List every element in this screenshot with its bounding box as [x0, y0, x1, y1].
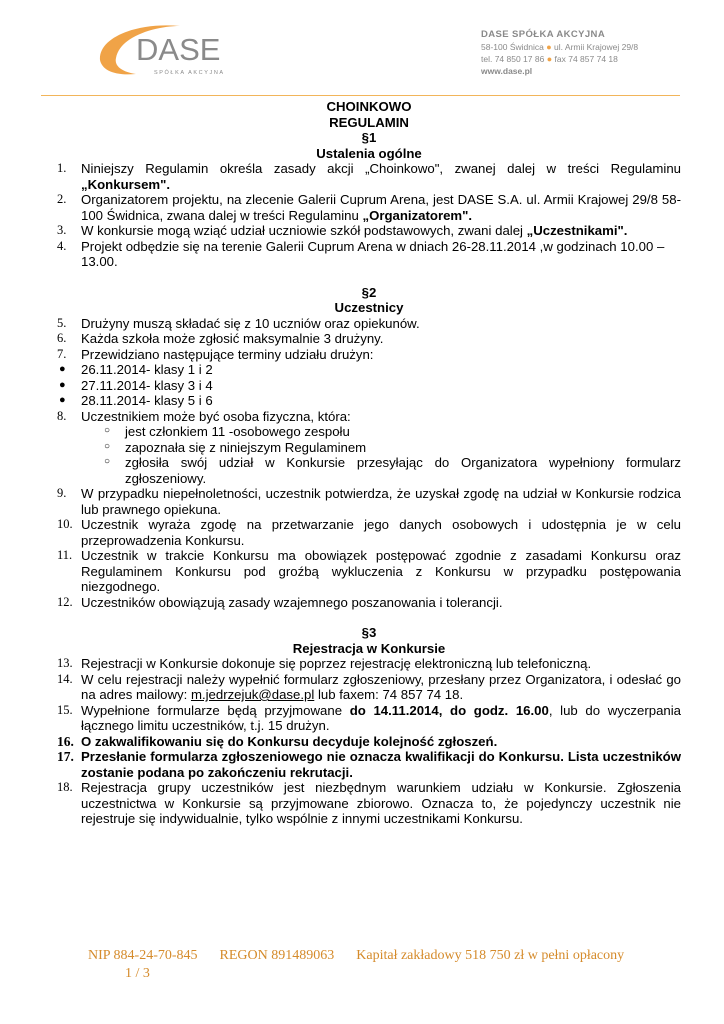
item-number: 2.: [57, 192, 67, 206]
item-number: 5.: [57, 315, 67, 330]
item-bold: Przesłanie formularza zgłoszeniowego nie oznacza kwalifikacji do Konkursu. Lista uczestników zostanie podana po zakończeniu rekrutacji.: [81, 749, 681, 780]
list-item: [57, 316, 681, 332]
circle-bullet-icon: ○: [104, 425, 111, 436]
section-1-number: §1: [361, 130, 377, 145]
company-address: [481, 41, 638, 53]
fax: fax 74 857 74 18: [554, 54, 618, 64]
section-1-heading: Ustalenia ogólne: [316, 145, 422, 161]
doc-title: CHOINKOWO: [326, 99, 412, 114]
doc-subtitle: REGULAMIN: [329, 114, 409, 130]
item-number: 4.: [57, 238, 67, 253]
item-text: Każda szkoła może zgłosić maksymalnie 3 drużyny.: [81, 331, 384, 346]
company-contact: [481, 53, 638, 65]
item-text: W celu rejestracji należy wypełnić formularz zgłoszeniowy, przesłany przez Organizatora, i odesłać go na adres mailowy:: [81, 671, 681, 702]
list-item: [57, 672, 681, 703]
list-item: [57, 703, 681, 734]
list-item: [57, 734, 681, 750]
item-text: Przewidziano następujące terminy udziału drużyn:: [81, 346, 374, 362]
address-street: ul. Armii Krajowej 29/8: [554, 42, 639, 52]
page-number: 1 / 3: [125, 966, 150, 981]
item-number: 7.: [57, 346, 67, 361]
item-number: 8.: [57, 408, 67, 423]
sub-item-text: zapoznała się z niniejszym Regulaminem: [125, 439, 367, 455]
item-number: 10.: [57, 517, 73, 531]
page-footer: [88, 947, 624, 983]
item-number: 6.: [57, 331, 67, 345]
list-item: [57, 486, 681, 517]
footer-regon: REGON 891489063: [219, 948, 335, 963]
address-city: 58-100 Świdnica: [481, 42, 544, 52]
footer-nip: NIP 884-24-70-845: [88, 948, 198, 963]
item-text: lub faxem: 74 857 74 18.: [314, 687, 464, 702]
item-number: 17.: [57, 749, 74, 764]
section-3-number: §3: [361, 625, 377, 640]
bullet-icon: ●: [59, 378, 66, 391]
item-text: Drużyny muszą składać się z 10 uczniów oraz opiekunów.: [81, 315, 420, 331]
item-number: 11.: [57, 548, 73, 562]
bullet-icon: ●: [59, 363, 66, 375]
email-link[interactable]: m.jedrzejuk@dase.pl: [190, 687, 315, 702]
item-text: Projekt odbędzie się na terenie Galerii Cuprum Arena w dniach 26-28.11.2014 ,w godzinach 10.00 – 13.00.: [81, 238, 665, 269]
item-text: , lub do wyczerpania łącznego limitu uczestników, t.j. 15 drużyn.: [81, 702, 681, 733]
list-item: [57, 749, 681, 780]
list-item: [57, 161, 681, 192]
list-item: [57, 223, 681, 239]
item-text: W przypadku niepełnoletności, uczestnik potwierdza, że uzyskał zgodę na udział w Konkursie rodzica lub prawnego opiekuna.: [81, 486, 681, 517]
item-text: Uczestnik wyraża zgodę na przetwarzanie jego danych osobowych i udostępnia je w celu przeprowadzenia Konkursu.: [81, 517, 681, 548]
list-item: [57, 548, 681, 595]
list-item: [57, 331, 681, 347]
list-item: [57, 409, 681, 425]
website[interactable]: www.dase.pl: [481, 66, 533, 76]
bullet-item: [57, 362, 681, 378]
item-text: Wypełnione formularze będą przyjmowane: [81, 702, 350, 718]
item-bold: „Organizatorem".: [362, 207, 473, 223]
item-text: Organizatorem projektu, na zlecenie Galerii Cuprum Arena, jest DASE S.A. ul. Armii Krajowej 29/8 58-100 Świdnica, zwana dalej w treści Regulaminu: [81, 192, 681, 223]
logo-text: DASE: [136, 32, 221, 67]
list-item: [57, 595, 681, 611]
item-text: Niniejszy Regulamin określa zasady akcji „Choinkowo", zwanej dalej w treści Regulaminu: [81, 161, 681, 176]
bullet-item: [57, 393, 681, 409]
footer-line: [88, 947, 624, 965]
sub-item: [57, 455, 681, 486]
item-text: Uczestnik w trakcie Konkursu ma obowiązek postępować zgodnie z zasadami Konkursu oraz Regulaminem Konkursu pod groźbą wykluczenia z Konkursu w przypadku postępowania niezgodnego.: [81, 548, 681, 594]
list-item: [57, 239, 681, 270]
section-2-number: §2: [361, 284, 377, 300]
bullet-dot-icon: ●: [546, 54, 553, 64]
bullet-icon: ●: [59, 394, 66, 406]
item-number: 13.: [57, 656, 73, 670]
item-text: Rejestracja grupy uczestników jest niezbędnym warunkiem udziału w Konkursie. Zgłoszenia uczestnictwa w Konkursie są przyjmowane zbiorowo. Oznacza to, że pojedynczy uczestnik nie rejestruje się indywidualnie, tylko wspólnie z innymi uczestnikami Konkursu.: [81, 780, 681, 826]
list-item: [57, 192, 681, 223]
circle-bullet-icon: ○: [104, 456, 111, 467]
item-bold: O zakwalifikowaniu się do Konkursu decyduje kolejność zgłoszeń.: [81, 733, 498, 749]
bullet-text: 28.11.2014- klasy 5 i 6: [81, 393, 213, 408]
item-number: 14.: [57, 671, 73, 686]
item-number: 3.: [57, 223, 67, 237]
logo-subtext: SPÓŁKA AKCYJNA: [154, 70, 225, 76]
dase-logo: [96, 16, 236, 80]
item-text: Uczestnikiem może być osoba fizyczna, która:: [81, 408, 351, 424]
section-2-heading: Uczestnicy: [334, 300, 404, 315]
company-name: DASE SPÓŁKA AKCYJNA: [481, 29, 606, 40]
sub-item: [57, 440, 681, 456]
sub-item-text: zgłosiła swój udział w Konkursie przesyłając do Organizatora wypełniony formularz zgłoszeniowy.: [125, 455, 681, 486]
bullet-item: [57, 378, 681, 394]
list-item: [57, 656, 681, 672]
list-item: [57, 780, 681, 827]
section-3-heading: Rejestracja w Konkursie: [292, 640, 446, 656]
item-number: 9.: [57, 486, 67, 500]
item-number: 18.: [57, 780, 73, 794]
sub-item-text: jest członkiem 11 -osobowego zespołu: [125, 424, 350, 439]
item-number: 1.: [57, 161, 67, 175]
bullet-text: 27.11.2014- klasy 3 i 4: [81, 377, 213, 393]
list-item: [57, 347, 681, 363]
sub-item: [57, 424, 681, 440]
header-divider: [41, 95, 680, 96]
company-info: [481, 29, 638, 77]
item-bold: do 14.11.2014, do godz. 16.00: [349, 702, 549, 718]
item-bold: „Uczestnikami".: [526, 223, 628, 238]
bullet-dot-icon: ●: [546, 42, 552, 52]
bullet-text: 26.11.2014- klasy 1 i 2: [81, 362, 213, 377]
list-item: [57, 517, 681, 548]
item-number: 16.: [57, 733, 74, 749]
document-body: [57, 99, 681, 827]
phone: tel. 74 850 17 86: [481, 54, 545, 64]
item-text: Uczestników obowiązują zasady wzajemnego poszanowania i tolerancji.: [81, 594, 503, 610]
footer-capital: Kapitał zakładowy 518 750 zł w pełni opłacony: [356, 948, 625, 963]
item-number: 15.: [57, 702, 73, 717]
circle-bullet-icon: ○: [104, 440, 111, 452]
item-bold: „Konkursem".: [81, 176, 171, 192]
item-text: Rejestracji w Konkursie dokonuje się poprzez rejestrację elektroniczną lub telefoniczną.: [81, 656, 592, 671]
item-text: W konkursie mogą wziąć udział uczniowie szkół podstawowych, zwani dalej: [81, 223, 527, 238]
item-number: 12.: [57, 594, 73, 609]
